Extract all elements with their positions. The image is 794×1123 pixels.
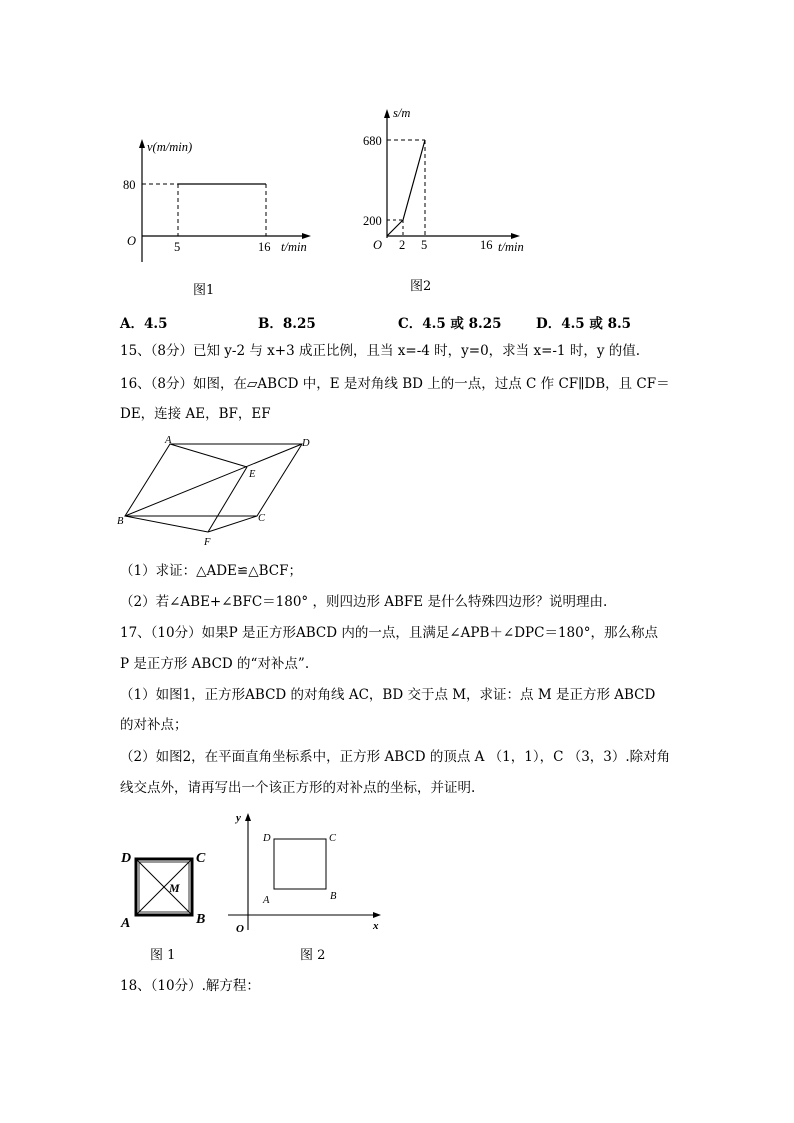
label-c: C <box>258 513 266 524</box>
fig2-x-axis-arrow <box>373 912 381 918</box>
option-d: D．4.5 或 8.5 <box>536 316 632 332</box>
fig2-label-b: B <box>330 891 337 902</box>
fig2-x-tick-5: 5 <box>421 238 428 252</box>
q17-part2-line2: 线交点外，请再写出一个该正方形的对补点的坐标，并证明. <box>120 780 476 796</box>
segment-ae <box>170 444 247 467</box>
fig1-x-label: t/min <box>281 240 307 254</box>
diagonal-bd <box>125 444 302 516</box>
q16-part2: （2）若∠ABE+∠BFC＝180° ，则四边形 ABFE 是什么特殊四边形？说明理由. <box>120 594 608 610</box>
fig2-label-d: D <box>263 833 271 844</box>
segment-bf <box>125 516 208 532</box>
fig2-y-tick-200: 200 <box>363 214 382 228</box>
option-a: A．4.5 <box>120 316 168 332</box>
label-e: E <box>249 469 256 480</box>
square-figure-1 <box>118 845 213 933</box>
fig1-x-arrow <box>302 233 311 239</box>
parallelogram-figure <box>115 432 320 550</box>
label-f: F <box>204 537 211 548</box>
fig2-origin: O <box>373 238 383 252</box>
fig1-origin: O <box>127 234 137 248</box>
fig2-y-tick-680: 680 <box>363 134 382 148</box>
q17-part1-line1: （1）如图1，正方形ABCD 的对角线 AC，BD 交于点 M，求证：点 M 是正方形 ABCD <box>120 687 656 703</box>
fig1-label-c: C <box>196 851 206 866</box>
fig2-y-axis-arrow <box>245 813 251 821</box>
fig1-x-tick-5: 5 <box>174 240 181 254</box>
fig2-y-arrow <box>384 109 390 118</box>
fig2-label-x: x <box>373 920 379 932</box>
option-c: C．4.5 或 8.25 <box>398 316 502 332</box>
velocity-time-graph <box>120 135 330 270</box>
q17-fig2-caption: 图 2 <box>300 948 326 963</box>
q17-part2-line1: （2）如图2，在平面直角坐标系中，正方形 ABCD 的顶点 A （1，1），C （3，3）.除对角 <box>120 749 671 765</box>
q16-part1: （1）求证：△ADE≌△BCF； <box>120 563 302 579</box>
fig2-x-tick-16: 16 <box>480 238 493 252</box>
segment-cf <box>208 516 257 532</box>
fig2-label-c: C <box>329 833 337 844</box>
label-b: B <box>117 516 124 527</box>
q16-line2: DE，连接 AE，BF，EF <box>120 406 271 422</box>
fig2-caption: 图2 <box>410 279 432 294</box>
fig1-x-tick-16: 16 <box>258 240 271 254</box>
fig2-x-label: t/min <box>498 240 524 254</box>
fig1-y-label: v(m/min) <box>147 140 193 154</box>
q17-fig1-caption: 图 1 <box>150 948 176 963</box>
fig2-distance-line <box>387 140 425 236</box>
fig2-x-tick-2: 2 <box>399 238 406 252</box>
label-d: D <box>302 438 310 449</box>
label-a: A <box>165 435 172 446</box>
fig2-x-arrow <box>511 233 520 239</box>
distance-time-graph <box>360 102 545 262</box>
q17-line1: 17、（10分）如果P 是正方形ABCD 内的一点，且满足∠APB＋∠DPC＝180°，那么称点 <box>120 625 658 641</box>
fig1-caption: 图1 <box>193 283 215 298</box>
fig1-y-tick-80: 80 <box>123 178 136 192</box>
fig2-label-a: A <box>263 895 270 906</box>
fig1-y-arrow <box>139 139 145 148</box>
fig1-label-d: D <box>121 851 132 866</box>
coordinate-square-figure <box>228 808 390 936</box>
segment-ef <box>208 467 247 532</box>
q16-line1: 16、（8分）如图，在▱ABCD 中，E 是对角线 BD 上的一点，过点 C 作 CF∥DB，且 CF＝ <box>120 376 670 392</box>
fig1-label-a: A <box>121 916 131 931</box>
q15-text: 15、（8分）已知 y-2 与 x+3 成正比例，且当 x=-4 时，y=0，求当 x=-1 时，y 的值. <box>120 343 641 359</box>
square-abcd <box>274 839 326 889</box>
fig2-label-y: y <box>236 812 241 824</box>
fig1-label-b: B <box>196 912 206 927</box>
fig2-label-o: O <box>236 923 244 935</box>
q17-line2: P 是正方形 ABCD 的“对补点”. <box>120 656 310 672</box>
fig1-label-m: M <box>169 881 180 895</box>
q17-part1-line2: 的对补点； <box>120 717 188 733</box>
option-b: B．8.25 <box>258 316 316 332</box>
fig2-y-label: s/m <box>393 106 411 120</box>
q18-text: 18、（10分）.解方程： <box>120 978 260 994</box>
